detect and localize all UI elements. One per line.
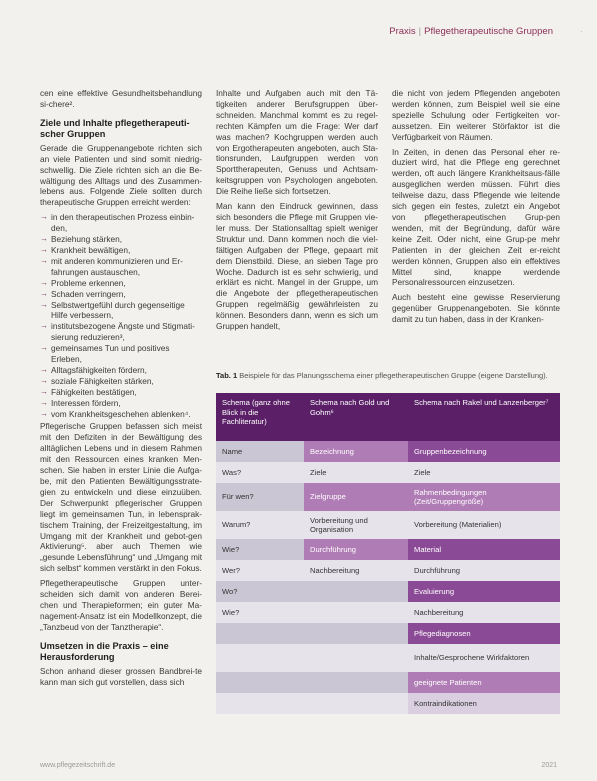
list-item: → Alltagsfähigkeiten fördern, [40, 365, 202, 376]
paragraph: Inhalte und Aufgaben auch mit den Tä-tigkeiten anderer Berufsgruppen über-schneiden. Manchmal kommt es zu regel-rechten Kämpfen um die Frage: Wer darf was machen? Kochgruppen werden auch von Ergotherapeuten angeboten, auch Sta-tionsrunden, Laufgruppen werden von Sporttherapeuten, Genuss und Achtsam-keitsgruppen von Psychologen angeboten. Die Reihe ließe sich fortsetzen. [216, 88, 378, 197]
table-cell: Durchführung [304, 539, 408, 560]
table-row [216, 644, 560, 672]
table-cell: Für wen? [216, 483, 304, 511]
table-cell: Ziele [304, 462, 408, 483]
list-item: → in den therapeutischen Prozess einbin-den, [40, 212, 202, 234]
list-item: → Beziehung stärken, [40, 234, 202, 245]
page-mark: · [580, 26, 583, 36]
table-cell [304, 623, 408, 644]
list-item: → Krankheit bewältigen, [40, 245, 202, 256]
table-cell [216, 672, 304, 693]
list-item: → Interessen fördern, [40, 398, 202, 409]
table-row [216, 511, 560, 539]
table-cell: Name [216, 441, 304, 462]
table-cell: Wo? [216, 581, 304, 602]
running-header [389, 26, 553, 37]
table-cell [216, 623, 304, 644]
table-row [216, 462, 560, 483]
table-cell: Wie? [216, 539, 304, 560]
list-item: → Schaden verringern, [40, 289, 202, 300]
column-header: Schema nach Gold und Gohm⁶ [304, 393, 408, 441]
table-cell [216, 693, 304, 714]
table-cell: Vorbereitung und Organisation [304, 511, 408, 539]
list-item: → Fähigkeiten bestätigen, [40, 387, 202, 398]
table-row [216, 602, 560, 623]
header-separator: | [418, 26, 422, 37]
table-cell: Zielgruppe [304, 483, 408, 511]
goals-list [40, 212, 202, 419]
list-item: → Selbstwertgefühl durch gegenseitige Hilfe verbessern, [40, 300, 202, 322]
paragraph: die nicht von jedem Pflegenden angeboten werden können, zum Beispiel weil sie eine spezielle Schulung oder Fertigkeiten vor-aussetzen. Ein weiterer Störfaktor ist die Verfügbarkeit von Räumen. [392, 88, 560, 142]
footer-url: www.pflegezeitschrift.de [40, 762, 116, 769]
paragraph: Man kann den Eindruck gewinnen, dass sich besonders die Pflege mit Gruppen vie-ler muss. Der Stationsalltag spielt weniger Struktur und. Dann kommen noch die viel-fältigen Aufgaben der Pflege, gepaart mit dem Dienstbild. Diese, an sieben Tage pro Woche. Dadurch ist es sehr schwierig, und erklärt es nicht. Mangel in der Gruppe, um die Angebote der pflegetherapeutischen Gruppen regelmäßig gewährleisten zu können. Besonders dann, wenn es sich um Gruppen handelt, [216, 201, 378, 332]
header-section: Praxis [389, 26, 416, 37]
table-row [216, 581, 560, 602]
paragraph: cen eine effektive Gesundheitsbehandlung si-chere². [40, 88, 202, 109]
table-cell: Durchführung [408, 560, 560, 581]
text-column-1 [40, 88, 202, 692]
list-item: → mit anderen kommunizieren und Er-fahrungen austauschen, [40, 256, 202, 278]
table-cell [304, 672, 408, 693]
table-caption-label: Tab. 1 [216, 371, 238, 380]
table-cell: Was? [216, 462, 304, 483]
table-row [216, 693, 560, 714]
table-cell: Rahmenbedingungen (Zeit/Gruppengröße) [408, 483, 560, 511]
paragraph: Schon anhand dieser grossen Bandbrei-te kann man sich gut vorstellen, dass sich [40, 665, 202, 687]
text-column-3 [392, 88, 560, 329]
table-row [216, 441, 560, 462]
section-heading: Umsetzen in die Praxis – eine Herausforderung [40, 640, 169, 663]
table-row [216, 623, 560, 644]
table-cell [304, 644, 408, 672]
text-column-2 [216, 88, 378, 336]
table-cell [304, 693, 408, 714]
table-cell: Bezeichnung [304, 441, 408, 462]
table-cell: geeignete Patienten [408, 672, 560, 693]
footer-page: 2021 [541, 762, 557, 769]
table-caption [216, 371, 560, 381]
list-item: → gemeinsames Tun und positives Erleben, [40, 343, 202, 365]
table-cell [304, 602, 408, 623]
paragraph: Pflegetherapeutische Gruppen unter-scheiden sich damit von anderen Berei-chen und Therapieformen; ein guter Ma-nagement-Ansatz ist ein Modellkonzept, die „Tanzbeud von der Tanztherapie“. [40, 578, 202, 632]
paragraph: Pflegerische Gruppen befassen sich meist mit den Defiziten in der Bewältigung des alltäglichen Lebens und in diesem Rahmen mit den Ressourcen eines kranken Men-schen. Sie haben in erster Linie die Aufga-be, mit den Patienten Bewältigungsstrate-gien zu entwickeln und diese einzuüben. Der Schwerpunkt pflegerischer Gruppen liegt im gemeinsamen Tun, in lebensprak-tischem Training, der Freizeitgestaltung, im Umgang mit der Krankheit und gebot-gen Aktivierung⁵. aber auch Themen wie „gesunde Lebensführung“ und „Umgang mit sich selbst“ kommen verstärkt in den Fokus. [40, 421, 202, 574]
list-item: → vom Krankheitsgeschehen ablenken⁴. [40, 409, 202, 420]
table-cell: Warum? [216, 511, 304, 539]
paragraph: In Zeiten, in denen das Personal eher re-duziert wird, hat die Pflege eng gerechnet werden, oft auch längere Krankheitsaus-fälle ausgeglichen werden müssen. Führt dies teilweise dazu, dass Pflegende wie leitende sich gegen ein festes, zuletzt ein Angebot von pflegetherapeutischen Grup-pen wenden, mit der Begründung, dafür wäre keine Zeit. Oder nicht, eine Grup-pe mehr Patienten in der gleichen Zeit er-reicht werden können, Gruppen also ein effektives Mittel sind, knappe werdende Personalressourcen einzusetzen. [392, 146, 560, 288]
table-cell: Material [408, 539, 560, 560]
table-cell: Gruppenbezeichnung [408, 441, 560, 462]
table-cell: Vorbereitung (Materialien) [408, 511, 560, 539]
table-cell: Ziele [408, 462, 560, 483]
list-item: → Probleme erkennen, [40, 278, 202, 289]
table-cell: Kontraindikationen [408, 693, 560, 714]
header-title: Pflegetherapeutische Gruppen [424, 26, 553, 37]
table-cell: Wie? [216, 602, 304, 623]
list-item: → institutsbezogene Ängste und Stigmati-sierung reduzieren³, [40, 321, 202, 343]
table-cell: Evaluierung [408, 581, 560, 602]
table-row [216, 539, 560, 560]
section-heading: Ziele und Inhalte pflegetherapeuti-scher Gruppen [40, 117, 190, 140]
table-cell: Inhalte/Gesprochene Wirkfaktoren [408, 644, 560, 672]
table-cell: Pflegediagnosen [408, 623, 560, 644]
paragraph: Gerade die Gruppenangebote richten sich an viele Patienten und sind somit niedrig-schwellig. Die Ziele richten sich an die Be-wältigung des Alltags und des Zusammen-lebens aus. Folgende Ziele sollten durch therapeutische Gruppen erreicht werden: [40, 142, 202, 208]
table-row [216, 483, 560, 511]
column-header: Schema (ganz ohne Blick in die Fachliteratur) [216, 393, 304, 441]
table-cell: Nachbereitung [408, 602, 560, 623]
table-header-row [216, 393, 560, 441]
planning-schema-table [216, 393, 560, 714]
table-cell [216, 644, 304, 672]
table-cell [304, 581, 408, 602]
table-cell: Nachbereitung [304, 560, 408, 581]
table-row [216, 560, 560, 581]
list-item: → soziale Fähigkeiten stärken, [40, 376, 202, 387]
table-cell: Wer? [216, 560, 304, 581]
paragraph: Auch besteht eine gewisse Reservierung gegenüber Gruppenangeboten. Sie könnte damit zu tun haben, dass in der Kranken- [392, 292, 560, 325]
column-header: Schema nach Rakel und Lanzenberger⁷ [408, 393, 560, 441]
table-caption-text: Beispiele für das Planungsschema einer pflegetherapeutischen Gruppe (eigene Darstellung). [239, 371, 548, 380]
table-row [216, 672, 560, 693]
